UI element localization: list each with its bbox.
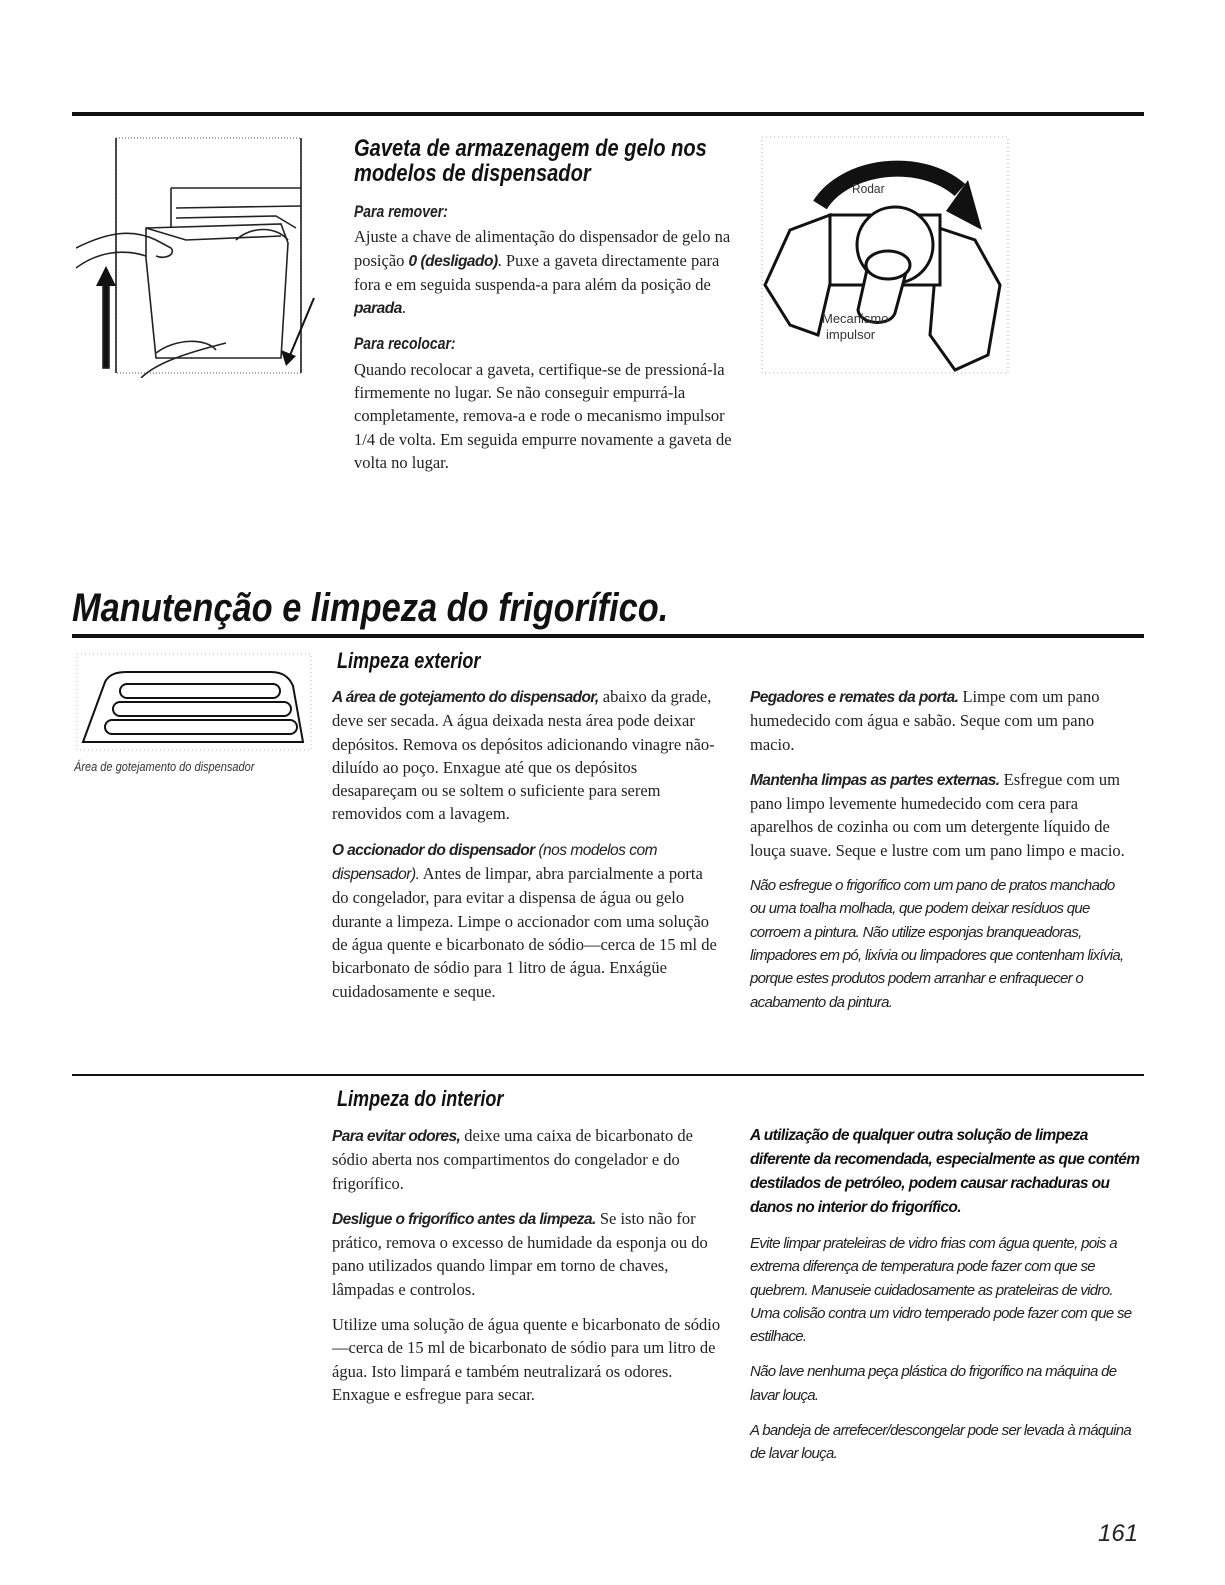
auger-mechanism-diagram [760, 135, 1010, 375]
door-handles-paragraph: Pegadores e remates da porta. Limpe com um pano humedecido com água e sabão. Seque com um pano macio. [750, 687, 1100, 754]
replace-paragraph: Quando recolocar a gaveta, certifique-se de pressioná-la firmemente no lugar. Se não conseguir empurrá-la completamente, remova-a e rode o mecanismo impulsor 1/4 de volta. Em seguida empurre novamente a gaveta de volta no lugar. [354, 359, 732, 472]
replace-label: Para recolocar: [354, 334, 456, 354]
interior-column-right [750, 1124, 1142, 1466]
page-title: Manutenção e limpeza do frigorífico. [72, 586, 669, 630]
ice-bin-instructions [354, 200, 734, 486]
page-number: 161 [1098, 1520, 1139, 1547]
mechanism-label-line2: impulsor [826, 327, 876, 342]
ice-bin-heading-line2: modelos de dispensador [354, 160, 591, 187]
interior-rule [72, 1074, 1144, 1076]
dispenser-actuator-paragraph: O accionador do dispensador (nos modelos com dispensador). Antes de limpar, abra parcialmente a porta do congelador, para evitar a dispensa de água ou gelo durante a limpeza. Limpe o accionador com uma solução de água quente e bicarbonato de sódio—cerca de 15 ml de bicarbonato de sódio para 1 litro de água. Enxágüe cuidadosamente e seque. [332, 841, 717, 1001]
exterior-column-left [332, 685, 722, 1015]
exterior-warning: Não esfregue o frigorífico com um pano de pratos manchado ou uma toalha molhada, que podem deixar resíduos que corroem a pintura. Não utilize esponjas branqueadoras, limpadores em pó, lixívia ou limpadores que contenham lixívia, porque estes produtos podem arranhar e enfraquecer o acabamento da pintura. [750, 877, 1124, 1011]
interior-column-left [332, 1124, 732, 1418]
remove-label: Para remover: [354, 202, 448, 221]
top-rule [72, 112, 1144, 116]
odor-paragraph: Para evitar odores, deixe uma caixa de bicarbonato de sódio aberta nos compartimentos do congelador e do frigorífico. [332, 1126, 693, 1193]
exterior-heading: Limpeza exterior [337, 648, 481, 673]
exterior-column-right [750, 685, 1128, 1026]
rotate-label: Rodar [852, 181, 885, 197]
baking-soda-paragraph: Utilize uma solução de água quente e bicarbonato de sódio—cerca de 15 ml de bicarbonato de sódio para um litro de água. Isto limpará e também neutralizará os odores. Enxague e esfregue para secar. [332, 1315, 721, 1404]
ice-bin-heading [354, 136, 707, 186]
drip-area-paragraph: A área de gotejamento do dispensador, abaixo da grade, deve ser secada. A água deixada nesta área pode deixar depósitos. Remova os depósitos adicionando vinagre não-diluído ao poço. Enxague até que os depósitos desapareçam ou se soltem o suficiente para serem removidos com a lavagem. [332, 687, 715, 824]
plastic-parts-note: Não lave nenhuma peça plástica do frigorífico na máquina de lavar louça. [750, 1363, 1117, 1404]
unplug-paragraph: Desligue o frigorífico antes da limpeza. Se isto não for prático, remova o excesso de humidade da esponja ou do pano utilizados quando limpar em torno de chaves, lâmpadas e controlos. [332, 1208, 708, 1299]
glass-shelves-note: Evite limpar prateleiras de vidro frias com água quente, pois a extrema diferença de temperatura pode fazer com que se quebrem. Manuseie cuidadosamente as prateleiras de vidro. Uma colisão contra um vidro temperado pode fazer com que se estilhace. [750, 1235, 1132, 1346]
tray-note: A bandeja de arrefecer/descongelar pode ser levada à máquina de lavar louça. [750, 1422, 1132, 1463]
ice-bin-heading-line1: Gaveta de armazenagem de gelo nos [354, 135, 707, 162]
title-rule [72, 634, 1144, 638]
interior-warning: A utilização de qualquer outra solução de limpeza diferente da recomendada, especialmente as que contém destilados de petróleo, podem causar rachaduras ou danos no interior do frigorífico. [750, 1127, 1140, 1216]
outside-clean-paragraph: Mantenha limpas as partes externas. Esfregue com um pano limpo levemente humedecido com cera para aparelhos de cozinha ou com um detergente líquido de louça suave. Seque e lustre com um pano limpo e macio. [750, 769, 1125, 860]
ice-bin-illustration [76, 128, 321, 378]
interior-heading: Limpeza do interior [337, 1086, 504, 1111]
mechanism-label-line1: Mecanismo [822, 311, 889, 326]
remove-paragraph: Ajuste a chave de alimentação do dispensador de gelo na posição 0 (desligado). Puxe a gaveta directamente para fora e em seguida suspenda-a para além da posição de parada. [354, 227, 731, 318]
drip-area-caption: Área de gotejamento do dispensador [74, 760, 255, 774]
drip-area-illustration [75, 652, 313, 752]
